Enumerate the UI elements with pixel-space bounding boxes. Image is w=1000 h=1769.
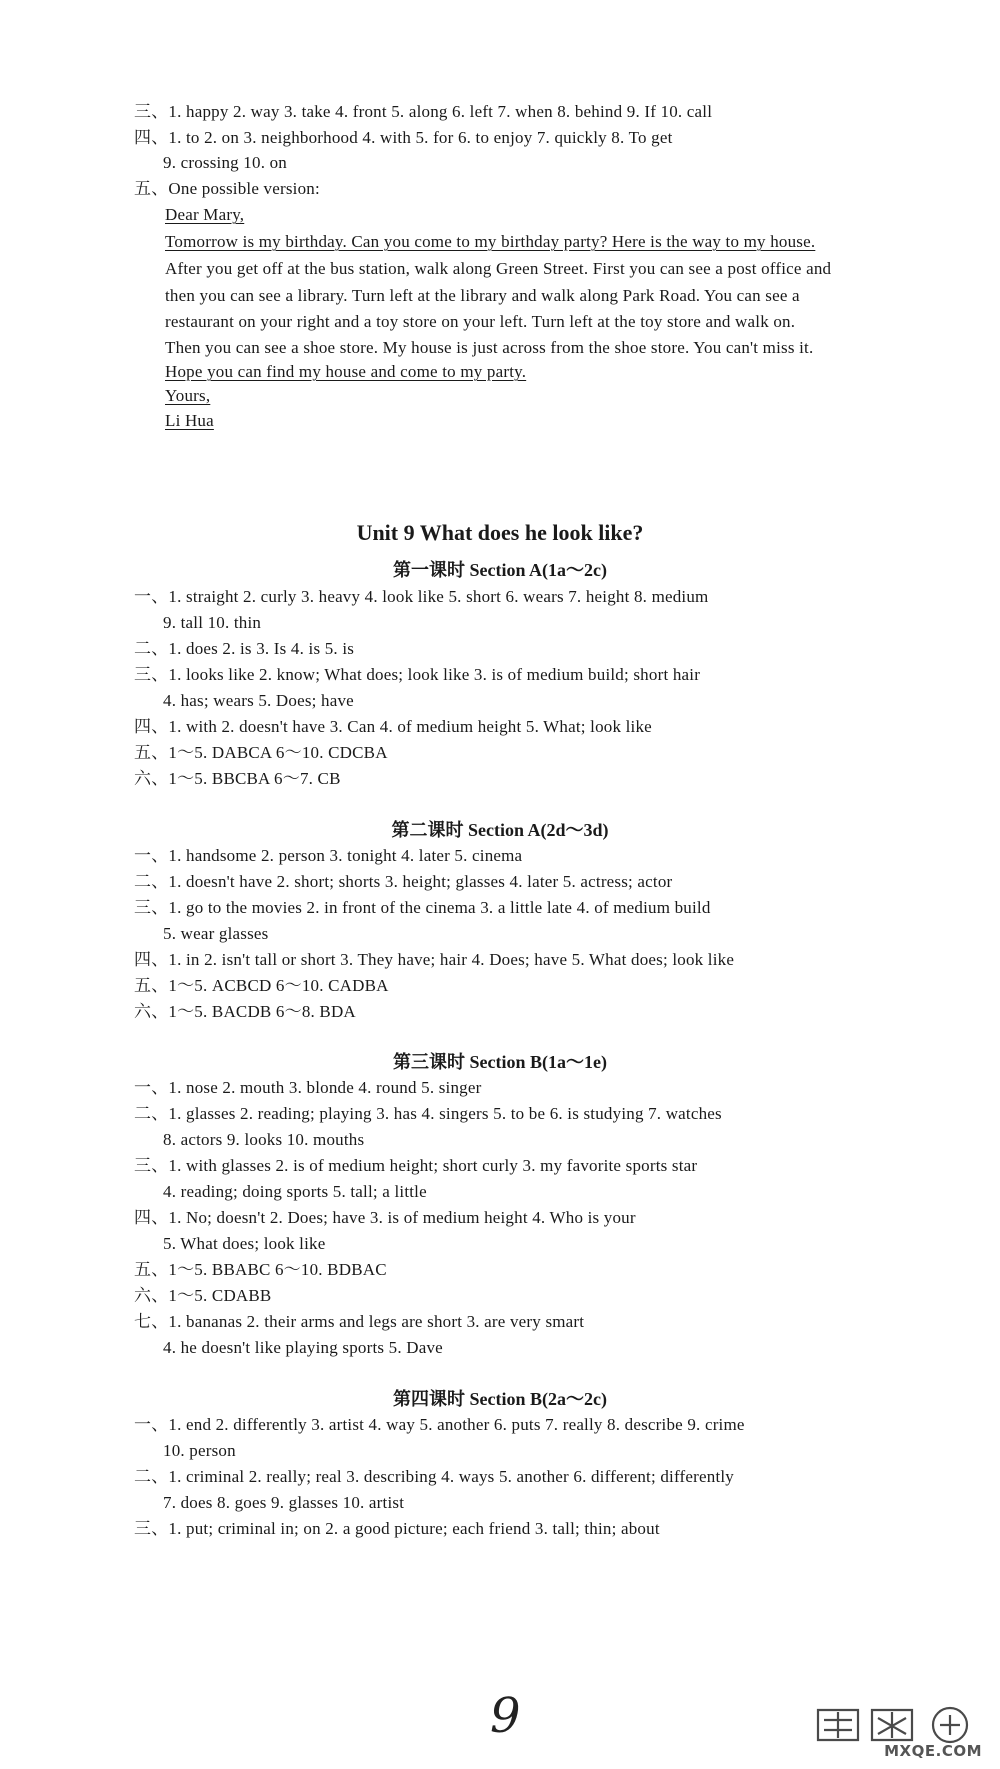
answer-line: 一、1. handsome 2. person 3. tonight 4. later 5. cinema bbox=[134, 846, 523, 865]
answer-line: 10. person bbox=[163, 1441, 236, 1460]
answer-line: 五、1～5. ACBCD 6～10. CADBA bbox=[134, 976, 389, 995]
answer-line: 一、1. nose 2. mouth 3. blonde 4. round 5. singer bbox=[134, 1078, 482, 1097]
answer-line: 一、1. end 2. differently 3. artist 4. way 5. another 6. puts 7. really 8. describe 9. crime bbox=[134, 1415, 745, 1434]
answer-line: 七、1. bananas 2. their arms and legs are short 3. are very smart bbox=[134, 1312, 585, 1331]
answer-line: 7. does 8. goes 9. glasses 10. artist bbox=[163, 1493, 405, 1512]
section-title: 第一课时 Section A(1a～2c) bbox=[393, 560, 607, 580]
answer-line: 六、1～5. BBCBA 6～7. CB bbox=[134, 769, 341, 788]
letter-line: After you get off at the bus station, walk along Green Street. First you can see a post office and bbox=[165, 259, 832, 278]
answer-line: 五、1～5. DABCA 6～10. CDCBA bbox=[134, 743, 388, 762]
answer-line: 一、1. straight 2. curly 3. heavy 4. look like 5. short 6. wears 7. height 8. medium bbox=[134, 587, 709, 606]
answer-line: 二、1. does 2. is 3. Is 4. is 5. is bbox=[134, 639, 355, 658]
answer-line: 5. What does; look like bbox=[163, 1234, 326, 1253]
unit-title: Unit 9 What does he look like? bbox=[356, 520, 644, 545]
answer-line: 二、1. glasses 2. reading; playing 3. has 4. singers 5. to be 6. is studying 7. watches bbox=[134, 1104, 722, 1123]
section-title: 第二课时 Section A(2d～3d) bbox=[391, 820, 609, 840]
letter-line: Tomorrow is my birthday. Can you come to my birthday party? Here is the way to my house. bbox=[165, 232, 816, 251]
letter-greeting: Dear Mary, bbox=[165, 205, 245, 224]
section-title: 第三课时 Section B(1a～1e) bbox=[393, 1052, 607, 1072]
answer-line: 三、1. happy 2. way 3. take 4. front 5. along 6. left 7. when 8. behind 9. If 10. call bbox=[134, 102, 713, 121]
answer-line: 三、1. with glasses 2. is of medium height; short curly 3. my favorite sports star bbox=[134, 1156, 698, 1175]
answer-line: 四、1. No; doesn't 2. Does; have 3. is of medium height 4. Who is your bbox=[134, 1208, 636, 1227]
answer-line: 4. reading; doing sports 5. tall; a little bbox=[163, 1182, 427, 1201]
answer-line: 三、1. go to the movies 2. in front of the cinema 3. a little late 4. of medium build bbox=[134, 898, 711, 917]
page-number: 9 bbox=[490, 1688, 521, 1744]
answer-line: 4. has; wears 5. Does; have bbox=[163, 691, 354, 710]
watermark-site: MXQE.COM bbox=[884, 1742, 982, 1760]
letter-signature: Li Hua bbox=[165, 411, 214, 430]
answer-line: 5. wear glasses bbox=[163, 924, 269, 943]
letter-line: then you can see a library. Turn left at the library and walk along Park Road. You can see a bbox=[165, 286, 800, 305]
answer-line: 4. he doesn't like playing sports 5. Dave bbox=[163, 1338, 443, 1357]
answer-line: 四、1. in 2. isn't tall or short 3. They have; hair 4. Does; have 5. What does; look like bbox=[134, 950, 735, 969]
section-title: 第四课时 Section B(2a～2c) bbox=[393, 1389, 607, 1409]
answer-line: 五、One possible version: bbox=[134, 179, 320, 198]
letter-line: Then you can see a shoe store. My house is just across from the shoe store. You can't miss it. bbox=[165, 338, 814, 357]
answer-line: 四、1. to 2. on 3. neighborhood 4. with 5. for 6. to enjoy 7. quickly 8. To get bbox=[134, 128, 673, 147]
answer-line: 9. tall 10. thin bbox=[163, 613, 262, 632]
answer-line: 六、1～5. CDABB bbox=[134, 1286, 272, 1305]
answer-line: 8. actors 9. looks 10. mouths bbox=[163, 1130, 365, 1149]
letter-closing: Yours, bbox=[165, 386, 211, 405]
answer-line: 二、1. criminal 2. really; real 3. describing 4. ways 5. another 6. different; differently bbox=[134, 1467, 734, 1486]
answer-line: 六、1～5. BACDB 6～8. BDA bbox=[134, 1002, 356, 1021]
letter-line: Hope you can find my house and come to my party. bbox=[165, 362, 527, 381]
answer-line: 9. crossing 10. on bbox=[163, 153, 288, 172]
answer-line: 五、1～5. BBABC 6～10. BDBAC bbox=[134, 1260, 387, 1279]
answer-line: 二、1. doesn't have 2. short; shorts 3. height; glasses 4. later 5. actress; actor bbox=[134, 872, 673, 891]
letter-line: restaurant on your right and a toy store on your left. Turn left at the toy store and walk on. bbox=[165, 312, 796, 331]
answer-line: 三、1. put; criminal in; on 2. a good picture; each friend 3. tall; thin; about bbox=[134, 1519, 660, 1538]
answer-line: 三、1. looks like 2. know; What does; look like 3. is of medium build; short hair bbox=[134, 665, 701, 684]
answer-line: 四、1. with 2. doesn't have 3. Can 4. of medium height 5. What; look like bbox=[134, 717, 652, 736]
